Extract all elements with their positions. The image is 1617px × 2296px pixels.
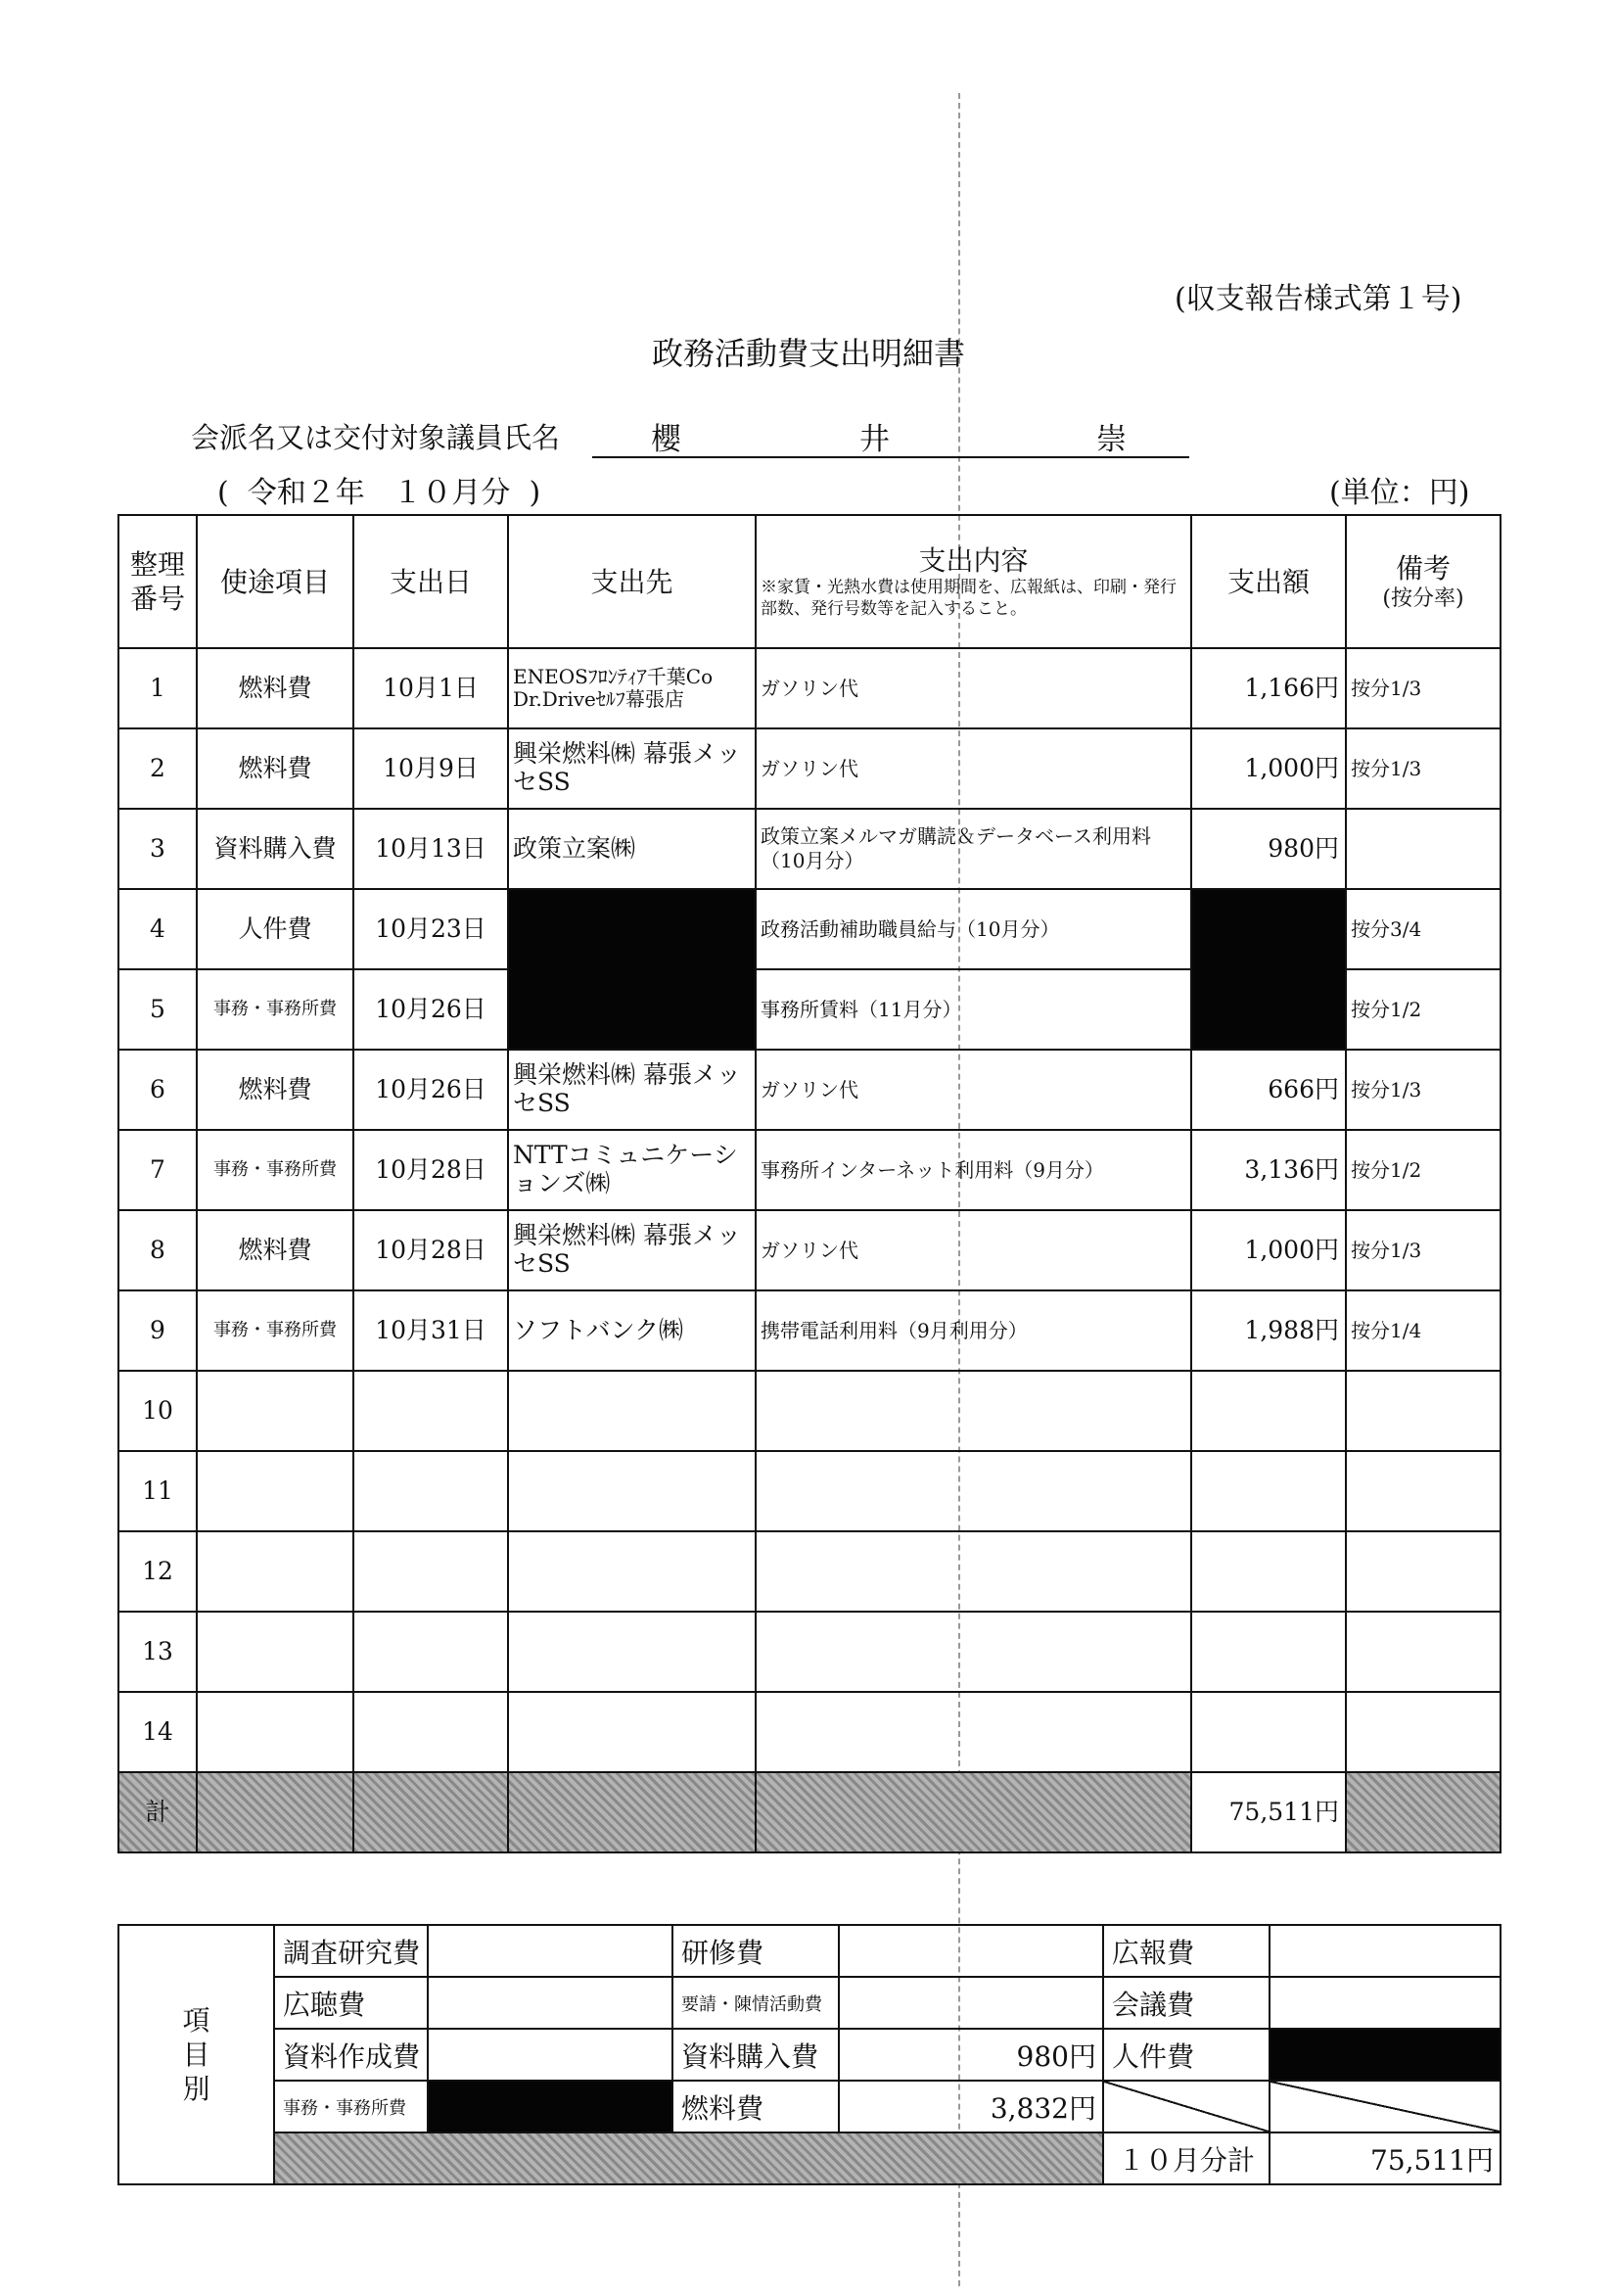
row-category: 燃料費 [197,1210,353,1290]
month-total-value: 75,511円 [1270,2132,1501,2184]
table-row [118,1531,1501,1612]
row-category [197,1692,353,1772]
summary-label: 研修費 [672,1925,839,1977]
row-category: 人件費 [197,889,353,969]
row-amount: 666円 [1191,1050,1346,1130]
row-payee: ソフトバンク㈱ [508,1290,756,1371]
row-payee: ENEOSﾌﾛﾝﾃｨｱ千葉Co Dr.Driveｾﾙﾌ幕張店 [508,648,756,728]
total-shaded-cell [353,1772,508,1852]
table-row [118,1612,1501,1692]
row-content: ガソリン代 [756,648,1191,728]
row-date: 10月13日 [353,809,508,889]
table-row [118,1692,1501,1772]
table-row [118,1290,1501,1371]
expenditure-table [117,514,1502,1853]
summary-row [118,2081,1501,2132]
month-total-label: １０月分計 [1103,2132,1270,2184]
header-content [756,515,1191,648]
table-row [118,1130,1501,1210]
member-name-label: 会派名又は交付対象議員氏名 [191,421,561,454]
row-content: ガソリン代 [756,728,1191,809]
total-shaded-cell [508,1772,756,1852]
row-payee [508,1692,756,1772]
row-no: 11 [118,1451,197,1531]
header-payee: 支出先 [508,515,756,648]
redacted-office-value [428,2081,672,2132]
summary-value [428,1977,672,2029]
form-number: (収支報告様式第１号) [1175,282,1462,316]
table-row [118,809,1501,889]
summary-diagonal-cell [1270,2081,1501,2132]
redacted-amount [1191,889,1346,1050]
total-label: 計 [118,1772,197,1852]
row-date [353,1531,508,1612]
header-content-note: ※家賃・光熱水費は使用期間を、広報紙は、印刷・発行部数、発行号数等を記入すること。 [761,578,1177,619]
row-no: 13 [118,1612,197,1692]
summary-label: 資料購入費 [672,2029,839,2081]
total-shaded-cell [1346,1772,1501,1852]
row-amount [1191,1692,1346,1772]
header-date: 支出日 [353,515,508,648]
table-row [118,1210,1501,1290]
total-shaded-cell [756,1772,1191,1852]
row-payee [508,1531,756,1612]
row-remarks: 按分1/3 [1346,1210,1501,1290]
row-amount: 1,000円 [1191,1210,1346,1290]
summary-value [1270,1977,1501,2029]
row-content: ガソリン代 [756,1050,1191,1130]
row-category [197,1451,353,1531]
summary-label: 会議費 [1103,1977,1270,2029]
row-date: 10月28日 [353,1210,508,1290]
table-row [118,728,1501,809]
row-payee [508,1451,756,1531]
row-category: 燃料費 [197,648,353,728]
row-payee: 興栄燃料㈱ 幕張メッセSS [508,728,756,809]
row-content [756,1451,1191,1531]
header-no: 整理番号 [118,515,197,648]
row-amount: 3,136円 [1191,1130,1346,1210]
row-remarks: 按分1/3 [1346,1050,1501,1130]
row-date [353,1612,508,1692]
row-remarks [1346,809,1501,889]
row-category: 資料購入費 [197,809,353,889]
row-content: 携帯電話利用料（9月利用分） [756,1290,1191,1371]
row-remarks [1346,1692,1501,1772]
row-category [197,1612,353,1692]
row-no: 5 [118,969,197,1050]
table-row [118,1451,1501,1531]
row-no: 3 [118,809,197,889]
row-no: 4 [118,889,197,969]
row-category: 事務・事務所費 [197,1130,353,1210]
summary-label: 資料作成費 [274,2029,428,2081]
row-content [756,1612,1191,1692]
row-content [756,1531,1191,1612]
row-payee [508,1612,756,1692]
row-amount [1191,1531,1346,1612]
summary-row [118,1977,1501,2029]
row-category: 燃料費 [197,1050,353,1130]
summary-section-label [118,1925,274,2184]
row-category [197,1371,353,1451]
summary-value [428,1925,672,1977]
row-category: 事務・事務所費 [197,1290,353,1371]
row-payee [508,1371,756,1451]
header-category: 使途項目 [197,515,353,648]
row-no: 1 [118,648,197,728]
row-content: 事務所インターネット利用料（9月分） [756,1130,1191,1210]
row-category: 事務・事務所費 [197,969,353,1050]
row-date: 10月31日 [353,1290,508,1371]
row-no: 9 [118,1290,197,1371]
summary-diagonal-cell [1103,2081,1270,2132]
summary-shaded-cell [274,2132,1103,2184]
row-amount [1191,1612,1346,1692]
row-date [353,1692,508,1772]
row-remarks: 按分1/3 [1346,728,1501,809]
row-amount: 1,988円 [1191,1290,1346,1371]
summary-label: 広聴費 [274,1977,428,2029]
category-summary-table [117,1924,1502,2185]
row-remarks [1346,1371,1501,1451]
summary-value: 980円 [839,2029,1103,2081]
row-date: 10月9日 [353,728,508,809]
row-date [353,1451,508,1531]
row-no: 2 [118,728,197,809]
row-no: 10 [118,1371,197,1451]
row-payee: 興栄燃料㈱ 幕張メッセSS [508,1210,756,1290]
row-content [756,1692,1191,1772]
row-no: 14 [118,1692,197,1772]
row-amount [1191,1371,1346,1451]
row-remarks [1346,1612,1501,1692]
row-no: 12 [118,1531,197,1612]
table-row [118,1050,1501,1130]
row-no: 6 [118,1050,197,1130]
total-shaded-cell [197,1772,353,1852]
row-remarks: 按分3/4 [1346,889,1501,969]
member-name-part: 井 [859,422,890,457]
summary-label: 燃料費 [672,2081,839,2132]
row-payee: 政策立案㈱ [508,809,756,889]
header-amount: 支出額 [1191,515,1346,648]
summary-row [118,1925,1501,1977]
summary-label: 調査研究費 [274,1925,428,1977]
row-remarks [1346,1531,1501,1612]
member-name-part: 櫻 [651,422,681,457]
total-amount: 75,511円 [1191,1772,1346,1852]
row-remarks: 按分1/3 [1346,648,1501,728]
table-row [118,889,1501,969]
row-amount: 1,000円 [1191,728,1346,809]
summary-label: 人件費 [1103,2029,1270,2081]
table-row [118,1371,1501,1451]
summary-row [118,2029,1501,2081]
table-row [118,648,1501,728]
report-period: ( 令和２年 １０月分 ) [217,476,541,510]
row-date: 10月23日 [353,889,508,969]
row-remarks [1346,1451,1501,1531]
row-no: 7 [118,1130,197,1210]
table-header-row [118,515,1501,648]
summary-label: 事務・事務所費 [274,2081,428,2132]
row-category: 燃料費 [197,728,353,809]
redacted-payee [508,889,756,1050]
summary-value: 3,832円 [839,2081,1103,2132]
header-remarks [1346,515,1501,648]
summary-total-row [118,2132,1501,2184]
row-amount [1191,1451,1346,1531]
row-payee: NTTコミュニケーションズ㈱ [508,1130,756,1210]
row-date: 10月26日 [353,1050,508,1130]
row-amount: 980円 [1191,809,1346,889]
row-date [353,1371,508,1451]
summary-label: 広報費 [1103,1925,1270,1977]
row-content: 政策立案メルマガ購読＆データベース利用料（10月分） [756,809,1191,889]
total-row [118,1772,1501,1852]
header-content-title: 支出内容 [918,544,1029,578]
row-content [756,1371,1191,1451]
header-remarks-sub: (按分率) [1382,586,1464,611]
summary-value [839,1925,1103,1977]
row-amount: 1,166円 [1191,648,1346,728]
redacted-personnel-value [1270,2029,1501,2081]
row-remarks: 按分1/4 [1346,1290,1501,1371]
document-title: 政務活動費支出明細書 [651,335,965,372]
summary-value [428,2029,672,2081]
row-date: 10月28日 [353,1130,508,1210]
row-content: 政務活動補助職員給与（10月分） [756,889,1191,969]
row-date: 10月1日 [353,648,508,728]
row-remarks: 按分1/2 [1346,969,1501,1050]
summary-value [1270,1925,1501,1977]
summary-label: 要請・陳情活動費 [672,1977,839,2029]
row-content: ガソリン代 [756,1210,1191,1290]
row-payee: 興栄燃料㈱ 幕張メッセSS [508,1050,756,1130]
row-category [197,1531,353,1612]
summary-section-text: 項目別 [182,2004,210,2105]
row-content: 事務所賃料（11月分） [756,969,1191,1050]
summary-value [839,1977,1103,2029]
row-no: 8 [118,1210,197,1290]
row-remarks: 按分1/2 [1346,1130,1501,1210]
member-name-part: 崇 [1096,422,1127,457]
unit-label: (単位：円) [1329,476,1470,510]
row-date: 10月26日 [353,969,508,1050]
header-remarks-title: 備考 [1395,551,1451,585]
